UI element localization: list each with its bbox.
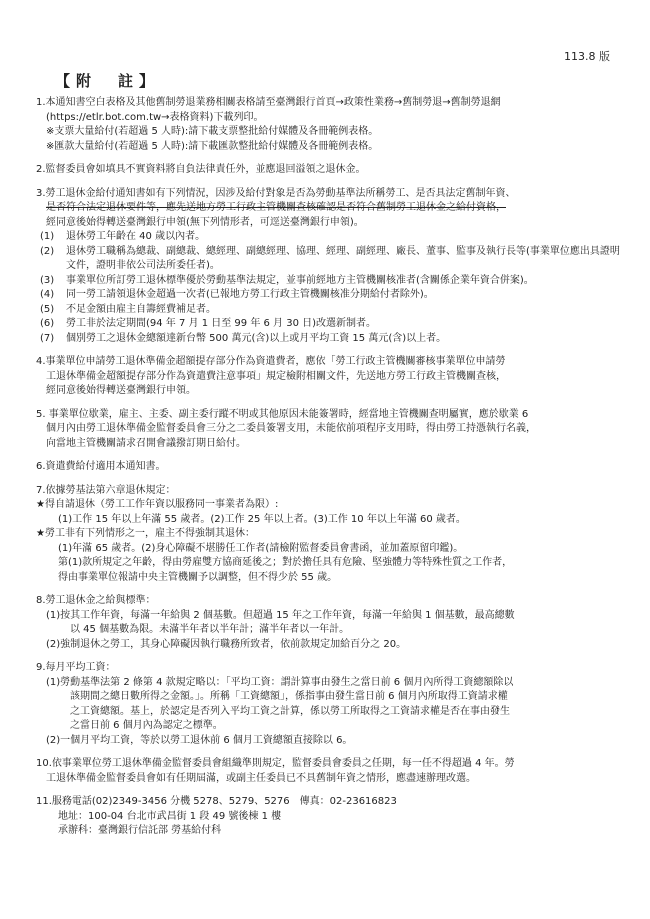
note-line: 是否符合法定退休要件等，應先送地方勞工行政主管機關查核確認是否符合舊制勞工退休金之給付資格， <box>46 202 506 213</box>
note-line: 經同意後始得轉送臺灣銀行申領。 <box>46 385 196 396</box>
list-item <box>36 230 626 245</box>
item-text: 退休勞工年齡在 40 歲以內者。 <box>66 231 206 242</box>
note-line: 6.資遣費給付適用本通知書。 <box>36 461 166 472</box>
contact-phone: 11.服務電話(02)2349-3456 分機 5278、5279、5276 傳真：02-23616823 <box>36 796 397 807</box>
note-line: 工退休準備金超額提存部分作為資遣費注意事項」規定檢附相關文件，先送地方勞工行政主管機關查核， <box>46 370 506 382</box>
note-line: ★勞工非有下列情形之一，雇主不得強制其退休： <box>36 528 255 539</box>
note-line: (https://etlr.bot.com.tw→表格資料)下載列印。 <box>46 111 264 123</box>
item-text: 事業單位所訂勞工退休標準優於勞動基準法規定，並事前經地方主管機關核准者(含關係企業年資合併案)。 <box>66 274 534 286</box>
item-number: (1) <box>40 231 55 242</box>
list-item <box>36 317 626 332</box>
item-text: 勞工非於法定期間(94 年 7 月 1 日至 99 年 6 月 30 日)改選新制者。 <box>66 318 377 329</box>
note-2 <box>36 163 626 178</box>
item-text: 同一勞工請領退休金超過一次者(已報地方勞工行政主管機關核准分期給付者除外)。 <box>66 289 434 300</box>
note-line: 2.監督委員會如填具不實資料將自負法律責任外，並應退回溢領之退休金。 <box>36 164 366 175</box>
note-7 <box>36 484 626 586</box>
note-line: 以 45 個基數為限。未滿半年者以半年計；滿半年者以一年計。 <box>70 624 350 635</box>
note-line: (1)勞動基準法第 2 條第 4 款規定略以：「平均工資：謂計算事由發生之當日前 6 個月內所得工資總額除以 <box>46 676 514 688</box>
note-line: 10.依事業單位勞工退休準備金監督委員會組織準則規定，監督委員會委員之任期，每一任不得超過 4 年。勞 <box>36 758 515 769</box>
note-5 <box>36 408 626 452</box>
note-line: ★得自請退休（勞工工作年資以服務同一事業者為限）: <box>36 499 279 510</box>
note-line: (1)年滿 65 歲者。(2)身心障礙不堪勝任工作者(請檢附監督委員會書函，並加蓋原留印鑑)。 <box>58 542 464 554</box>
contact-department: 承辦科：臺灣銀行信託部 勞基給付科 <box>58 825 222 836</box>
note-1 <box>36 96 626 154</box>
note-line: 4.事業單位申請勞工退休準備金超額提存部分作為資遣費者，應依「勞工行政主管機關審核事業單位申請勞 <box>36 356 506 367</box>
note-line: 個月內由勞工退休準備金監督委員會三分之二委員簽署支用，未能依前項程序支用時，得由勞工持憑執行名義， <box>46 423 536 434</box>
item-text: 不足金額由雇主自籌經費補足者。 <box>66 303 216 315</box>
note-3 <box>36 187 626 347</box>
note-line: 之工資總額。基上，於認定是否列入平均工資之計算，係以勞工所取得之工資請求權是否在事由發生 <box>70 705 510 717</box>
item-number: (4) <box>40 289 55 300</box>
item-number: (6) <box>40 318 55 329</box>
item-number: (5) <box>40 303 55 315</box>
note-line: ※匯款大量給付(若超過 5 人時):請下載匯款整批給付媒體及各冊範例表格。 <box>46 140 379 152</box>
item-text: 個別勞工之退休金總額達新台幣 500 萬元(含)以上或月平均工資 15 萬元(含)以上者。 <box>66 332 447 344</box>
list-item <box>36 245 626 274</box>
note-line: 3.勞工退休金給付通知書如有下列情況，因涉及給付對象是否為勞動基準法所稱勞工、是否具法定舊制年資、 <box>36 187 516 199</box>
note-line: 該期間之總日數所得之金額。」。所稱「工資總額」，係指事由發生當日前 6 個月內所取得工資請求權 <box>70 691 508 702</box>
note-6 <box>36 460 626 475</box>
notes-content <box>36 96 626 848</box>
list-item <box>36 274 626 289</box>
note-line: (1)按其工作年資，每滿一年給與 2 個基數。但超過 15 年之工作年資，每滿一年給與 1 個基數，最高總數 <box>46 609 515 621</box>
note-line: 第(1)款所規定之年齡，得由勞雇雙方協商延後之；對於擔任具有危險、堅強體力等特殊性質之工作者， <box>58 557 513 568</box>
note-9 <box>36 661 626 748</box>
note-line: 5. 事業單位歇業，雇主、主委、副主委行蹤不明或其他原因未能簽署時，經當地主管機關查明屬實，應於歇業 6 <box>36 408 529 420</box>
note-line: 7.依據勞基法第六章退休規定： <box>36 484 176 496</box>
note-line: (2)一個月平均工資，等於以勞工退休前 6 個月工資總額直接除以 6。 <box>46 734 353 746</box>
note-10 <box>36 757 626 786</box>
item-number: (7) <box>40 332 55 344</box>
item-number: (3) <box>40 274 55 286</box>
note-line: (2)強制退休之勞工，其身心障礙因執行職務所致者，依前款規定加給百分之 20。 <box>46 638 407 650</box>
version-label: 113.8 版 <box>564 50 610 63</box>
item-number: (2) <box>40 245 55 257</box>
note-line: 8.勞工退休金之給與標準： <box>36 595 156 606</box>
item-text: 退休勞工職稱為總裁、副總裁、總經理、副總經理、協理、經理、副經理、廠長、董事、監事及執行長等(事業單位應出具證明文件，證明非依公司法所委任者)。 <box>66 245 620 271</box>
note-line: ※支票大量給付(若超過 5 人時):請下載支票整批給付媒體及各冊範例表格。 <box>46 126 379 137</box>
note-line: 1.本通知書空白表格及其他舊制勞退業務相關表格請至臺灣銀行首頁→政策性業務→舊制勞退→舊制勞退網 <box>36 97 501 108</box>
note-line: 之當日前 6 個月內為認定之標準。 <box>70 720 223 731</box>
note-line: 得由事業單位報請中央主管機關予以調整，但不得少於 55 歲。 <box>58 571 338 583</box>
note-line: 經同意後始得轉送臺灣銀行申領(無下列情形者，可逕送臺灣銀行申領)。 <box>46 216 364 228</box>
note-11 <box>36 795 626 839</box>
list-item <box>36 288 626 303</box>
list-item <box>36 303 626 318</box>
list-item <box>36 332 626 347</box>
note-4 <box>36 355 626 399</box>
note-line: (1)工作 15 年以上年滿 55 歲者。(2)工作 25 年以上者。(3)工作 10 年以上年滿 60 歲者。 <box>58 513 466 525</box>
note-line: 9.每月平均工資： <box>36 662 116 673</box>
note-8 <box>36 594 626 652</box>
note-line: 工退休準備金監督委員會如有任期屆滿，或副主任委員已不具舊制年資之情形，應盡速辦理改選。 <box>46 772 476 784</box>
contact-address: 地址：100-04 台北市武昌街 1 段 49 號後棟 1 樓 <box>58 810 282 822</box>
notes-title: 【附 註】 <box>55 72 161 90</box>
note-line: 向當地主管機關請求召開會議撥訂期日給付。 <box>46 437 246 449</box>
